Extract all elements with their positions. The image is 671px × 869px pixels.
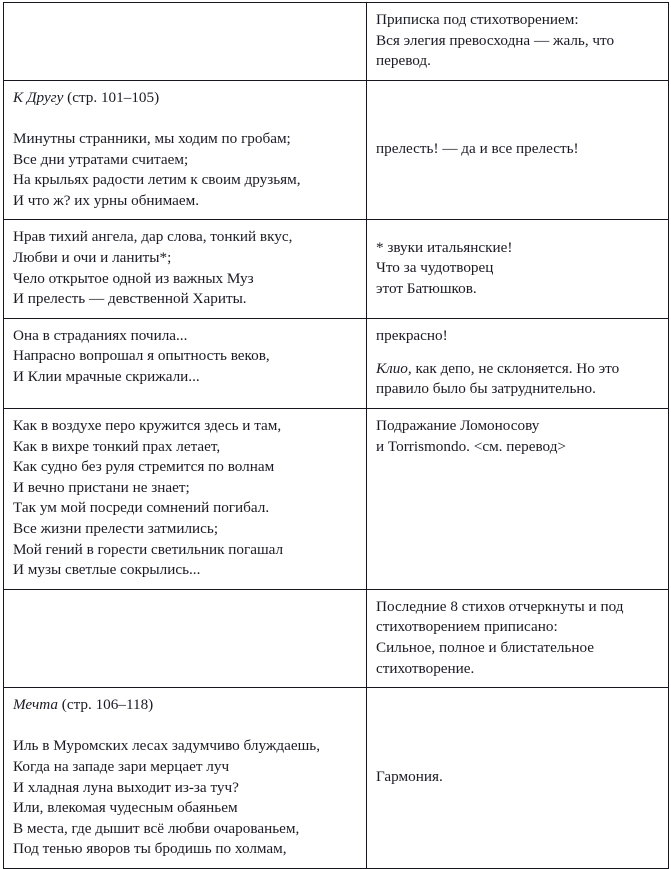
table-row bbox=[4, 688, 669, 869]
text-line: И музы светлые сокрылись... bbox=[13, 561, 201, 579]
text-line: Клио, как депо, не склоняется. Но это bbox=[376, 359, 620, 377]
text-line: Приписка под стихотворением: bbox=[376, 11, 579, 28]
text-line: На крыльях радости летим к своим друзьям, bbox=[13, 171, 301, 189]
text-line: Гармония. bbox=[376, 768, 443, 786]
text-line: Нрав тихий ангела, дар слова, тонкий вкус, bbox=[13, 228, 293, 246]
marginal-note bbox=[376, 238, 659, 300]
poem-title-pages: (стр. 106–118) bbox=[57, 696, 154, 714]
text-line: перевод. bbox=[376, 52, 431, 70]
text-line: Как в воздухе перо кружится здесь и там, bbox=[13, 417, 282, 435]
text-line: Сильное, полное и блистательное bbox=[376, 638, 594, 656]
text-line: Что за чудотворец bbox=[376, 259, 494, 277]
text-line: Подражание Ломоносову bbox=[376, 417, 540, 435]
text-line: Любви и очи и ланиты*; bbox=[13, 249, 172, 267]
text-line: И прелесть — девственной Хариты. bbox=[13, 290, 247, 308]
table-row bbox=[4, 220, 669, 318]
table-row bbox=[4, 318, 669, 408]
commentary-table bbox=[3, 2, 669, 869]
note-cell bbox=[367, 318, 669, 408]
poem-title bbox=[13, 88, 357, 109]
marginal-note bbox=[376, 597, 659, 679]
text-line: И что ж? их урны обнимаем. bbox=[13, 191, 200, 209]
empty-verse-cell bbox=[13, 597, 357, 598]
text-line: Иль в Муромских лесах задумчиво блуждаешь, bbox=[13, 737, 320, 755]
poem-title-work: К Другу bbox=[13, 88, 64, 106]
text-line: Все жизни прелести затмились; bbox=[13, 520, 219, 537]
table-row bbox=[4, 409, 669, 590]
title-verse-spacer bbox=[13, 115, 357, 129]
verse-cell bbox=[4, 318, 367, 408]
note-cell bbox=[367, 688, 669, 869]
verse-cell bbox=[4, 220, 367, 318]
marginal-note bbox=[376, 139, 659, 160]
table-row bbox=[4, 3, 669, 81]
verse-block bbox=[13, 736, 357, 860]
verse-block bbox=[13, 227, 357, 309]
text-line: И вечно пристани не знает; bbox=[13, 478, 190, 496]
verse-block bbox=[13, 129, 357, 211]
marginal-note bbox=[376, 767, 659, 788]
verse-cell bbox=[4, 688, 367, 869]
text-line: правило было бы затруднительно. bbox=[376, 380, 596, 398]
text-line: стихотворение. bbox=[376, 659, 475, 677]
text-line: Она в страданиях почила... bbox=[13, 326, 188, 344]
table-row bbox=[4, 80, 669, 220]
text-line: стихотворением приписано: bbox=[376, 618, 558, 636]
text-line: и Torrismondo. <см. перевод> bbox=[376, 437, 566, 455]
text-line: прелесть! — да и все прелесть! bbox=[376, 140, 579, 158]
note-cell bbox=[367, 220, 669, 318]
text-line: Под тенью яворов ты бродишь по холмам, bbox=[13, 840, 287, 858]
text-line: Или, влекомая чудесным обаяньем bbox=[13, 799, 238, 817]
text-line: Последние 8 стихов отчеркнуты и под bbox=[376, 597, 624, 615]
verse-block bbox=[13, 326, 357, 388]
note-cell bbox=[367, 409, 669, 590]
note-cell bbox=[367, 589, 669, 687]
poem-title-work: Мечта bbox=[13, 696, 58, 714]
verse-cell bbox=[4, 589, 367, 687]
empty-verse-cell bbox=[13, 10, 357, 11]
text-line: Так ум мой посреди сомнений погибал. bbox=[13, 499, 270, 517]
marginal-note bbox=[376, 416, 659, 457]
text-line: Чело открытое одной из важных Муз bbox=[13, 269, 254, 287]
poem-title-pages: (стр. 101–105) bbox=[63, 88, 160, 106]
text-line: Мой гений в горести светильник погашал bbox=[13, 540, 284, 558]
note-cell bbox=[367, 80, 669, 220]
poem-title bbox=[13, 695, 357, 716]
italic-term: Клио bbox=[376, 359, 408, 377]
text-line: Все дни утратами считаем; bbox=[13, 150, 189, 168]
marginal-note bbox=[376, 10, 659, 72]
verse-cell bbox=[4, 409, 367, 590]
text-line: Вся элегия превосходна — жаль, что bbox=[376, 31, 615, 49]
text-line: Когда на западе зари мерцает луч bbox=[13, 758, 230, 776]
verse-block bbox=[13, 416, 357, 581]
table-body bbox=[4, 3, 669, 869]
text-line: И Клии мрачные скрижали... bbox=[13, 367, 200, 385]
title-verse-spacer bbox=[13, 723, 357, 737]
text-line: Как судно без руля стремится по волнам bbox=[13, 458, 275, 476]
text-line: Напрасно вопрошал я опытность веков, bbox=[13, 347, 270, 365]
verse-cell bbox=[4, 80, 367, 220]
marginal-note bbox=[376, 326, 659, 400]
text-line: * звуки итальянские! bbox=[376, 238, 513, 256]
table-row bbox=[4, 589, 669, 687]
note-cell bbox=[367, 3, 669, 81]
note-spacer bbox=[376, 346, 659, 358]
text-line: этот Батюшков. bbox=[376, 279, 477, 297]
document-page bbox=[0, 2, 671, 858]
text-line: В места, где дышит всё любви очарованьем, bbox=[13, 819, 300, 837]
verse-cell bbox=[4, 3, 367, 81]
text-line: Минутны странники, мы ходим по гробам; bbox=[13, 130, 291, 148]
text-line: Как в вихре тонкий прах летает, bbox=[13, 437, 221, 455]
text-line: прекрасно! bbox=[376, 326, 448, 344]
text-line: И хладная луна выходит из-за туч? bbox=[13, 778, 239, 796]
